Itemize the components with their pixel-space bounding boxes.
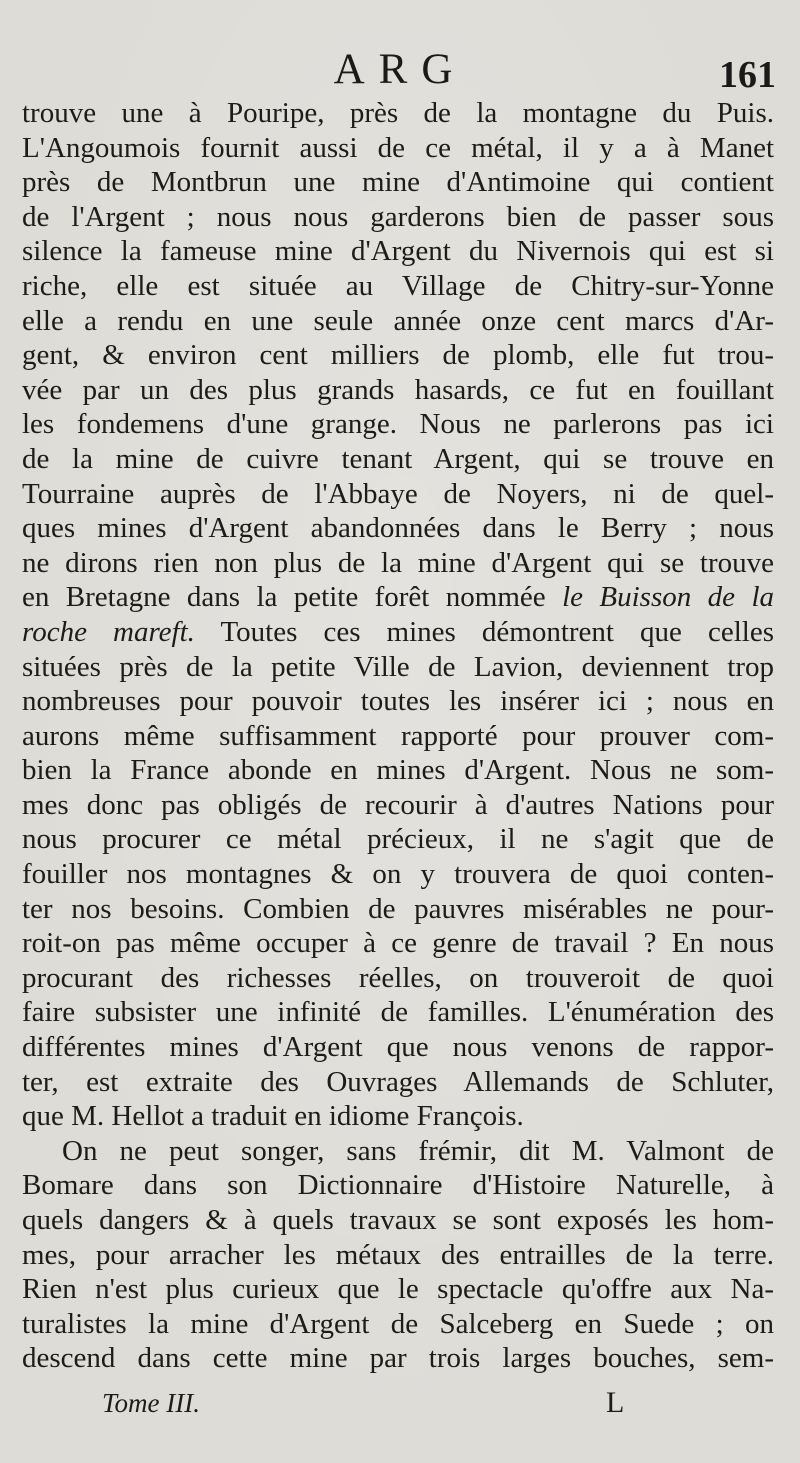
text-line: ne dirons rien non plus de la mine d'Argent qui se trouve [22,546,774,579]
text-line: quels dangers & à quels travaux se sont exposés les hom- [22,1204,774,1236]
text-line: roit-on pas même occuper à ce genre de travail ? En nous [22,927,774,960]
text-line: nombreuses pour pouvoir toutes les insérer ici ; nous en [22,685,774,718]
text-line: vée par un des plus grands hasards, ce fut en fouillant [22,373,774,406]
text-line: fouiller nos montagnes & on y trouvera de quoi conten- [22,858,774,891]
text-line: ques mines d'Argent abandonnées dans le Berry ; nous [22,512,774,545]
text-line: silence la fameuse mine d'Argent du Nivernois qui est si [22,235,774,268]
text-line: de l'Argent ; nous nous garderons bien de passer sous [22,200,774,233]
italic-place-name: le Buisson de la [562,581,775,614]
text-line: riche, elle est située au Village de Chitry-sur-Yonne [22,269,774,302]
text-line: Tourraine auprès de l'Abbaye de Noyers, ni de quel- [22,477,774,510]
text-line: ter, est extraite des Ouvrages Allemands de Schluter, [22,1065,774,1098]
text-line: différentes mines d'Argent que nous venons de rappor- [22,1031,774,1064]
body-text [22,96,774,1376]
text-line-with-italic [22,580,774,615]
text-line: bien la France abonde en mines d'Argent. Nous ne som- [22,754,774,787]
text-line: procurant des richesses réelles, on trouveroit de quoi [22,961,774,994]
text-line: mes donc pas obligés de recourir à d'autres Nations pour [22,788,774,821]
text-line-with-italic [22,615,774,650]
signature-mark: L [606,1386,625,1419]
paragraph-start: On ne peut songer, sans frémir, dit M. Valmont de [62,1134,774,1167]
text-line: Rien n'est plus curieux que le spectacle qu'offre aux Na- [22,1273,774,1306]
text-line: aurons même suffisamment rapporté pour prouver com- [22,719,774,752]
text-segment: en Bretagne dans la petite forêt nommée [22,581,546,614]
text-line: Bomare dans son Dictionnaire d'Histoire Naturelle, à [22,1169,774,1202]
volume-label: Tome III. [102,1388,200,1418]
text-line: nous procurer ce métal précieux, il ne s'agit que de [22,823,774,856]
text-line: trouve une à Pouripe, près de la montagne du Puis. [22,97,774,129]
text-segment: Toutes ces mines démontrent que celles [194,615,775,648]
text-line: turalistes la mine d'Argent de Salceberg en Suede ; on [22,1307,774,1340]
text-line: elle a rendu en une seule année onze cent marcs d'Ar- [22,304,774,337]
text-line: ter nos besoins. Combien de pauvres misérables ne pour- [22,892,774,925]
text-line: descend dans cette mine par trois larges bouches, sem- [22,1342,774,1375]
text-line: que M. Hellot a traduit en idiome François. [22,1100,524,1133]
text-line: près de Montbrun une mine d'Antimoine qui contient [22,166,774,199]
text-line: faire subsister une infinité de familles. L'énumération des [22,996,774,1029]
text-line: de la mine de cuivre tenant Argent, qui se trouve en [22,442,774,475]
text-line: les fondemens d'une grange. Nous ne parlerons pas ici [22,408,774,441]
text-line: situées près de la petite Ville de Lavion, deviennent trop [22,650,774,683]
text-line: L'Angoumois fournit aussi de ce métal, il y a à Manet [22,131,774,164]
text-line: mes, pour arracher les métaux des entrailles de la terre. [22,1238,774,1271]
page-number: 161 [719,54,776,96]
running-head: ARG [333,46,467,93]
italic-place-name-end: roche mareft. [22,615,195,648]
text-line: gent, & environ cent milliers de plomb, elle fut trou- [22,339,774,372]
